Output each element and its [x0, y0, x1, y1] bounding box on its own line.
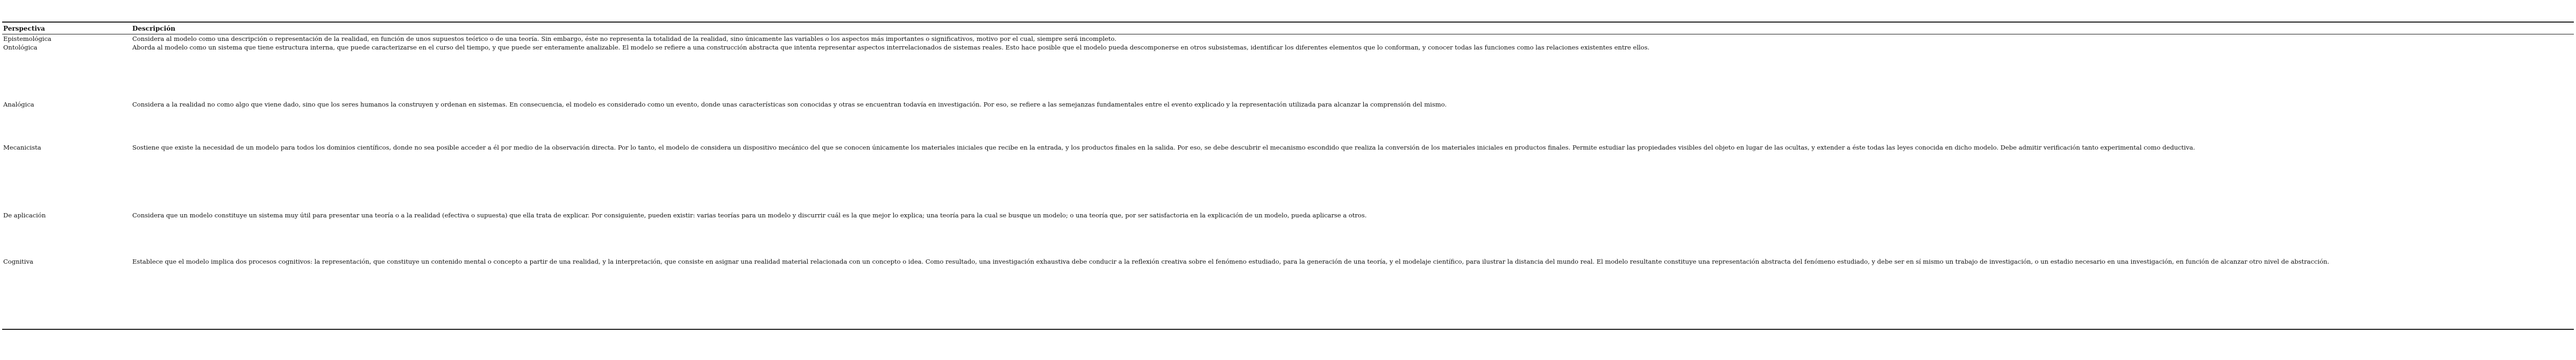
table-header-row	[2, 23, 2574, 34]
table-row	[2, 34, 2574, 44]
row-perspective: Mecanicista	[3, 144, 41, 151]
header-description: Descripción	[132, 25, 175, 32]
row-description: Considera al modelo como una descripción o representación de la realidad, en función de unos supuestos teórico o de una teoría. Sin embargo, éste no representa la totalidad de la realidad, sino únicamente las variables o los aspectos más importantes o significativos, motivo por el cual, siempre será incompleto.	[132, 35, 1116, 43]
row-description: Sostiene que existe la necesidad de un modelo para todos los dominios científicos, donde no sea posible acceder a él por medio de la observación directa. Por lo tanto, el modelo de considera un dispositivo mecánico del que se conocen únicamente los materiales iniciales que recibe en la entrada, y los productos finales en la salida. Por eso, se debe descubrir el mecanismo escondido que realiza la conversión de los materiales iniciales en productos finales. Permite estudiar las propiedades visibles del objeto en lugar de las ocultas, y extender a éste todas las leyes conocida en dicho modelo. Debe admitir verificación tanto experimental como deductiva.	[132, 144, 2195, 151]
table-row	[2, 101, 2574, 144]
table-row	[2, 44, 2574, 101]
perspectives-table	[2, 22, 2574, 322]
table-row	[2, 211, 2574, 258]
header-perspective: Perspectiva	[3, 25, 45, 32]
row-description: Aborda al modelo como un sistema que tiene estructura interna, que puede caracterizarse en el curso del tiempo, y que puede ser enteramente analizable. El modelo se refiere a una construcción abstracta que intenta representar aspectos interrelacionados de sistemas reales. Esto hace posible que el modelo pueda descomponerse en otros subsistemas, identificar los diferentes elementos que lo conforman, y conocer todas las funciones como las relaciones existentes entre ellos.	[132, 44, 1650, 51]
row-perspective: Cognitiva	[3, 258, 33, 265]
table-bottom-rule	[2, 329, 2574, 330]
row-description: Considera a la realidad no como algo que viene dado, sino que los seres humanos la construyen y ordenan en sistemas. En consecuencia, el modelo es considerado como un evento, donde unas características son conocidas y otras se encuentran todavía en investigación. Por eso, se refiere a las semejanzas fundamentales entre el evento explicado y la representación utilizada para alcanzar la comprensión del mismo.	[132, 101, 1447, 108]
row-perspective: Analógica	[3, 101, 34, 108]
row-perspective: De aplicación	[3, 211, 46, 219]
row-description: Establece que el modelo implica dos procesos cognitivos: la representación, que constituye un contenido mental o concepto a partir de una realidad, y la interpretación, que consiste en asignar una realidad material relacionada con un concepto o idea. Como resultado, una investigación exhaustiva debe conducir a la reflexión creativa sobre el fenómeno estudiado, para la generación de una teoría, y el modelaje científico, para ilustrar la distancia del mundo real. El modelo resultante constituye una representación abstracta del fenómeno estudiado, y debe ser en sí mismo un trabajo de investigación, o un estadio necesario en una investigación, en función de alcanzar otro nivel de abstracción.	[132, 258, 2330, 265]
row-perspective: Ontológica	[3, 44, 38, 51]
table-row	[2, 144, 2574, 211]
table-row	[2, 258, 2574, 322]
row-description: Considera que un modelo constituye un sistema muy útil para presentar una teoría o a la realidad (efectiva o supuesta) que ella trata de explicar. Por consiguiente, pueden existir: varias teorías para un modelo y discurrir cuál es la que mejor lo explica; una teoría para la cual se busque un modelo; o una teoría que, por ser satisfactoria en la explicación de un modelo, pueda aplicarse a otros.	[132, 211, 1367, 219]
row-perspective: Epistemológica	[3, 35, 52, 43]
